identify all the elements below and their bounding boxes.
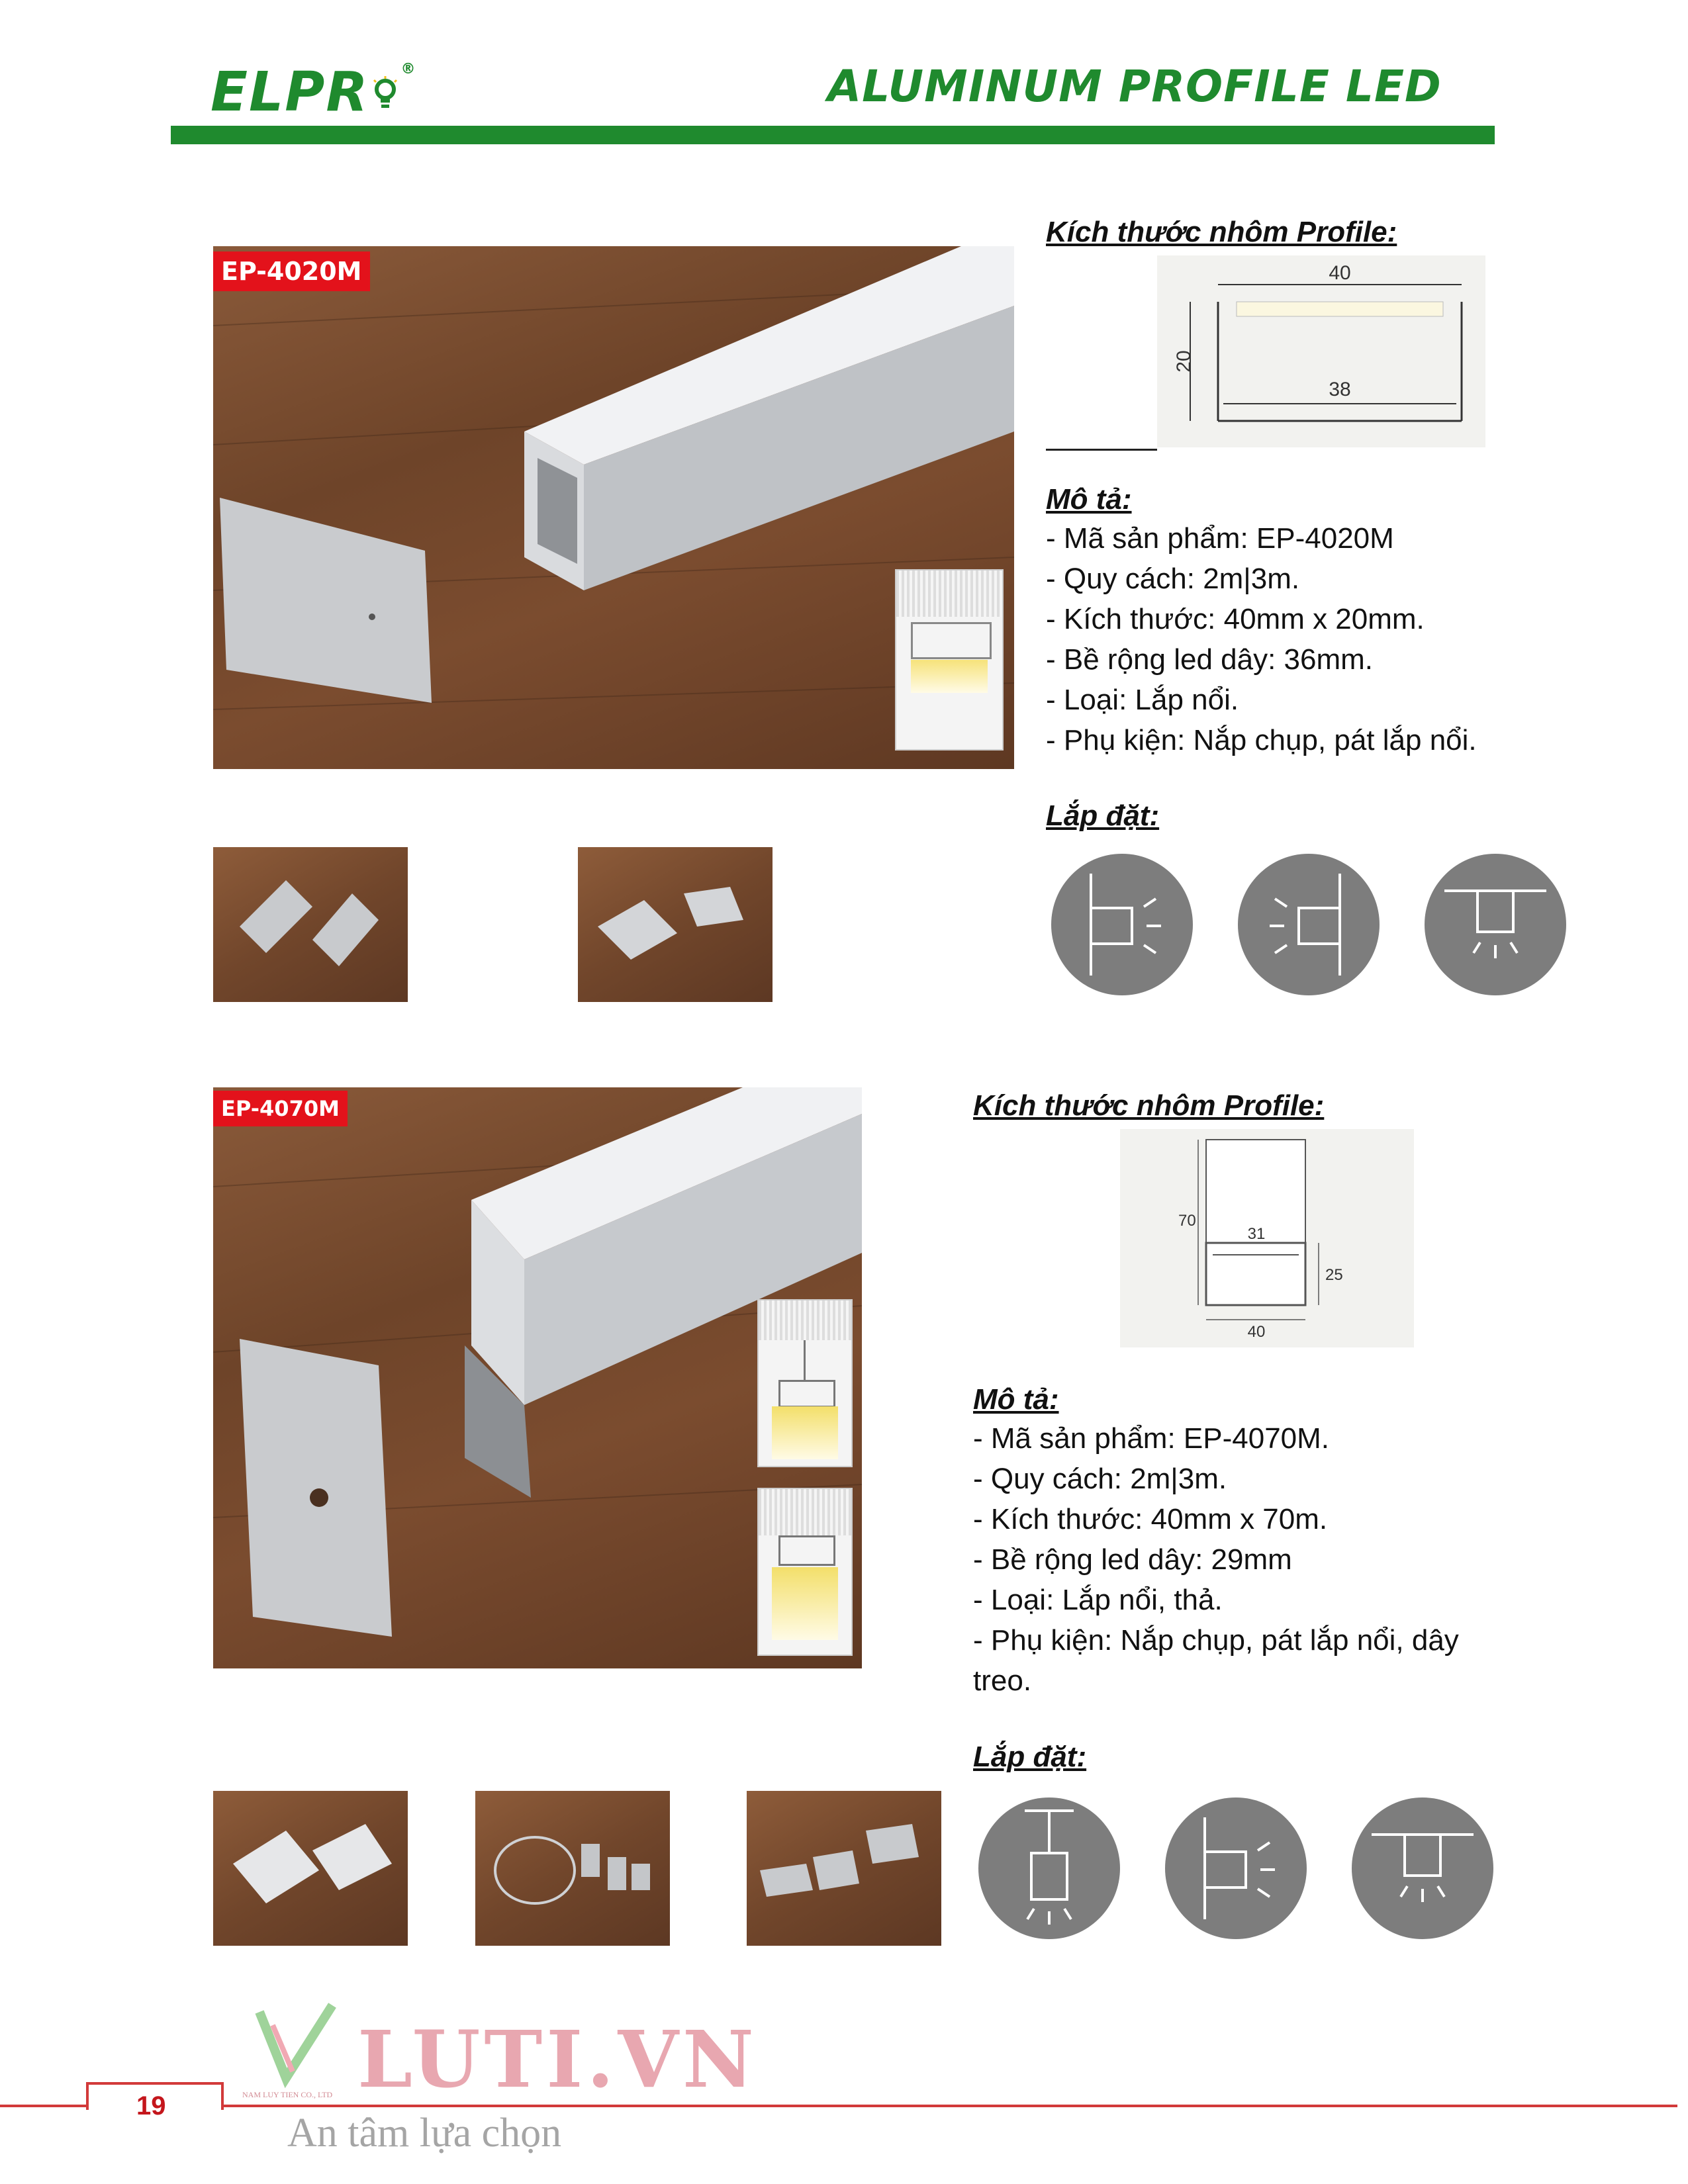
product1-profile-illustration xyxy=(213,246,1014,769)
brand-logo xyxy=(211,61,417,124)
product1-size-heading: Kích thước nhôm Profile: xyxy=(1046,216,1397,248)
product1-desc-line: - Quy cách: 2m|3m. xyxy=(1046,563,1300,595)
product2-desc-line: - Phụ kiện: Nắp chụp, pát lắp nổi, dây xyxy=(973,1624,1459,1657)
wall-mount-right-icon xyxy=(1165,1797,1307,1939)
product1-dim-inner: 38 xyxy=(1329,379,1351,400)
product1-tag: EP-4020M xyxy=(213,251,370,291)
product1-endcap-photo xyxy=(213,847,408,1002)
lightbulb-icon xyxy=(372,76,399,113)
product1-desc-line: - Phụ kiện: Nắp chụp, pát lắp nổi. xyxy=(1046,724,1477,756)
product2-dim-width: 40 xyxy=(1247,1323,1266,1341)
footer-line-left xyxy=(0,2105,86,2107)
product2-inset-pendant xyxy=(757,1299,853,1467)
ceiling-surface-icon xyxy=(1425,854,1566,995)
product2-inset-surface xyxy=(757,1488,853,1656)
footer-tagline: An tâm lựa chọn xyxy=(287,2111,562,2156)
product1-dimension-diagram xyxy=(1157,255,1485,447)
header-divider xyxy=(171,126,1495,144)
ceiling-surface-icon xyxy=(1352,1797,1493,1939)
product1-inset-image xyxy=(895,569,1004,751)
product1-desc-heading: Mô tả: xyxy=(1046,483,1132,516)
product2-install-heading: Lắp đặt: xyxy=(973,1741,1087,1773)
product1-bracket-photo xyxy=(578,847,773,1002)
product1-dim-width: 40 xyxy=(1329,262,1351,284)
pendant-hang-icon xyxy=(978,1797,1120,1939)
product2-description xyxy=(973,1418,1459,1701)
product2-dim-base-height: 25 xyxy=(1325,1266,1343,1284)
product1-underline-rule xyxy=(1046,449,1157,451)
product1-desc-line: - Bề rộng led dây: 36mm. xyxy=(1046,643,1374,676)
product1-desc-line: - Kích thước: 40mm x 20mm. xyxy=(1046,603,1425,635)
product2-dimension-diagram xyxy=(1120,1129,1414,1347)
watermark-logo-text: LUTI.VN xyxy=(357,2013,758,2105)
product2-desc-line: treo. xyxy=(973,1664,1032,1697)
registered-mark: ® xyxy=(400,61,417,77)
product2-main-photo xyxy=(213,1087,862,1668)
product1-desc-line: - Mã sản phẩm: EP-4020M xyxy=(1046,522,1394,555)
watermark-company: NAM LUY TIEN CO., LTD xyxy=(242,2090,333,2099)
product2-size-heading: Kích thước nhôm Profile: xyxy=(973,1089,1325,1122)
luti-logo-mark xyxy=(246,1999,339,2098)
wall-mount-left-icon xyxy=(1238,854,1380,995)
wall-mount-right-icon xyxy=(1051,854,1193,995)
product2-desc-line: - Bề rộng led dây: 29mm xyxy=(973,1543,1292,1576)
product2-hanging-wire-photo xyxy=(475,1791,670,1946)
product2-desc-line: - Loại: Lắp nổi, thả. xyxy=(973,1584,1223,1616)
product1-main-photo xyxy=(213,246,1014,769)
logo-text: ELPR xyxy=(211,61,369,124)
page-number: 19 xyxy=(136,2091,166,2120)
product2-bracket-photo xyxy=(747,1791,941,1946)
product2-tag: EP-4070M xyxy=(213,1091,348,1126)
product1-dim-height: 20 xyxy=(1173,350,1195,373)
product1-desc-line: - Loại: Lắp nổi. xyxy=(1046,684,1239,716)
product2-desc-line: - Kích thước: 40mm x 70m. xyxy=(973,1503,1328,1535)
product2-dim-inner: 31 xyxy=(1247,1225,1266,1243)
product1-install-heading: Lắp đặt: xyxy=(1046,799,1160,832)
product1-description xyxy=(1046,518,1477,760)
product2-desc-line: - Mã sản phẩm: EP-4070M. xyxy=(973,1422,1330,1455)
header-title: ALUMINUM PROFILE LED xyxy=(827,61,1442,112)
product2-endcap-photo xyxy=(213,1791,408,1946)
product2-dim-height: 70 xyxy=(1178,1212,1196,1230)
product2-desc-heading: Mô tả: xyxy=(973,1383,1059,1416)
product2-desc-line: - Quy cách: 2m|3m. xyxy=(973,1463,1227,1495)
